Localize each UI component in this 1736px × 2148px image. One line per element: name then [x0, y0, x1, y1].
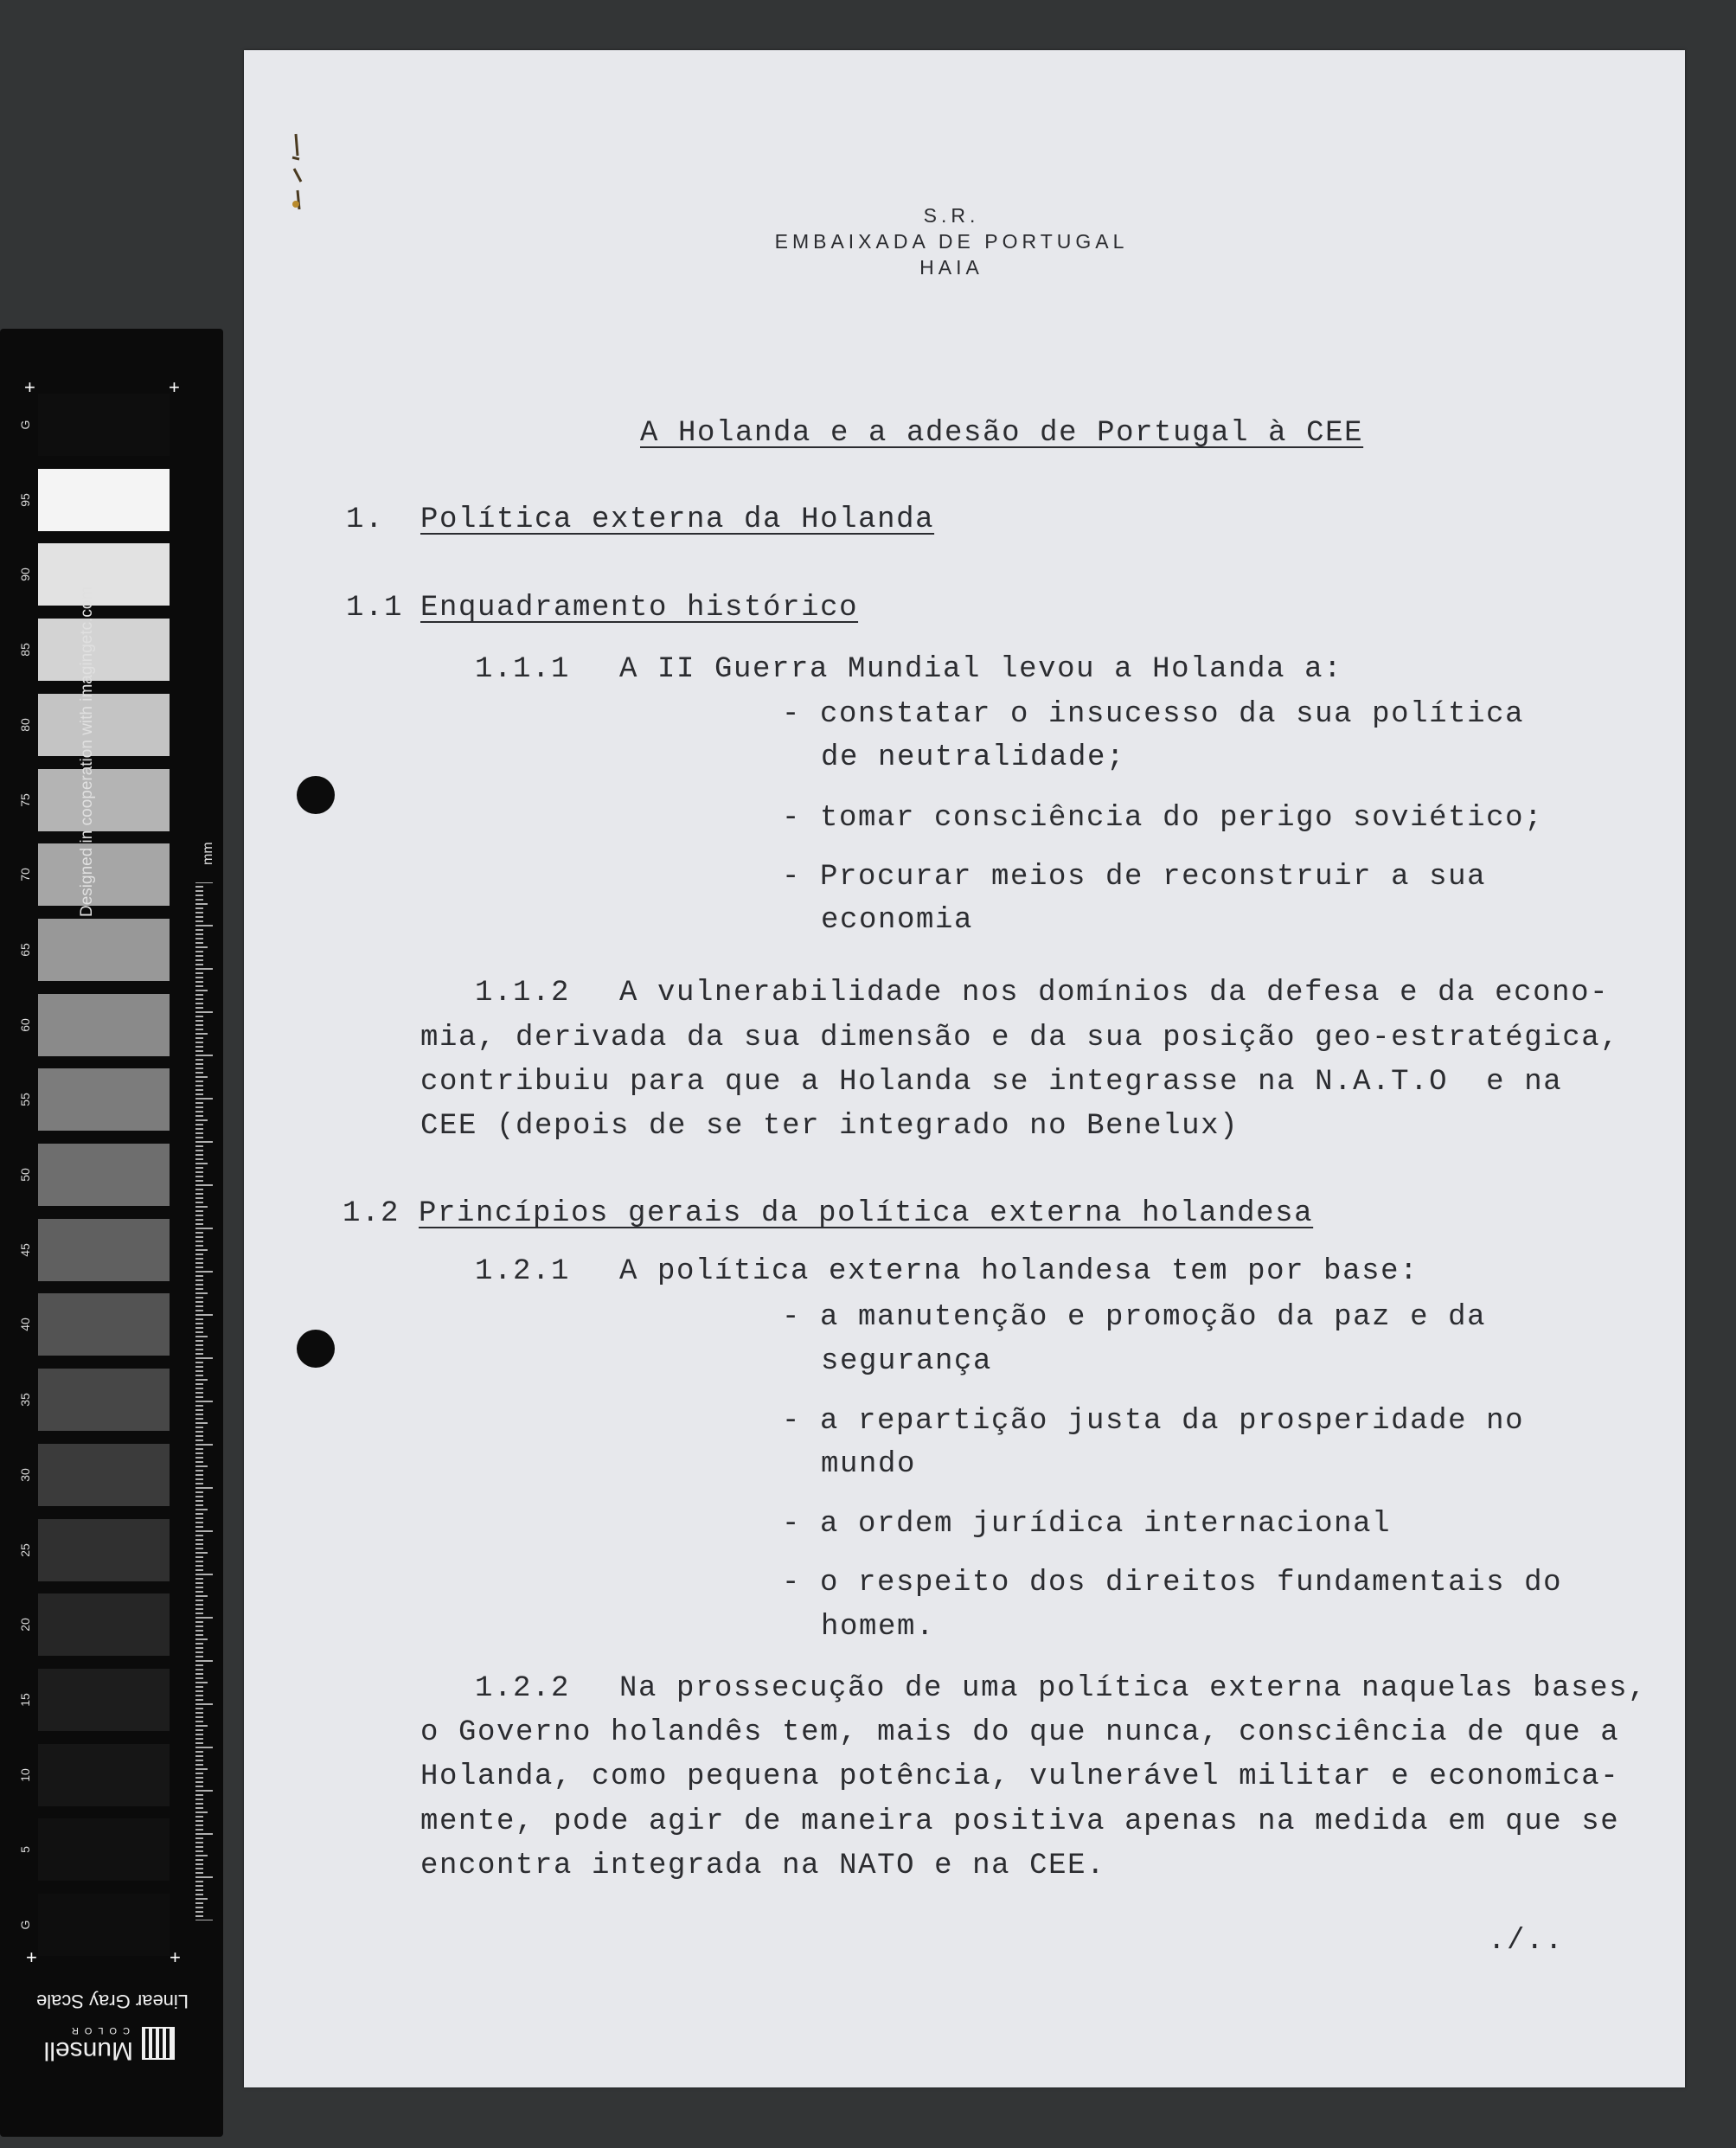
bullet-line: homem. — [821, 1611, 936, 1644]
paragraph-line: mente, pode agir de maneira positiva apenas na medida em que se — [420, 1805, 1620, 1838]
bullet-line: - Procurar meios de reconstruir a sua — [782, 861, 1487, 894]
pencil-mark-icon — [285, 130, 311, 216]
scale-number: 25 — [18, 1542, 32, 1557]
scale-number: 45 — [18, 1242, 32, 1257]
brand-name: Munsell — [43, 2036, 133, 2065]
paragraph-number: 1.2.2 — [475, 1672, 571, 1705]
scale-number: 35 — [18, 1393, 32, 1407]
paragraph-line: contribuiu para que a Holanda se integrasse na N.A.T.O e na — [420, 1066, 1563, 1099]
scale-number: 75 — [18, 792, 32, 807]
section-number: 1. — [346, 503, 385, 536]
paragraph-line: A política externa holandesa tem por base: — [619, 1255, 1419, 1288]
bullet-line: segurança — [821, 1345, 993, 1378]
section-number: 1.2 — [343, 1197, 400, 1230]
bullet-line: - tomar consciência do perigo soviético; — [782, 802, 1544, 835]
brand-sub: COLOR — [65, 2025, 130, 2036]
document-title: A Holanda e a adesão de Portugal à CEE — [640, 417, 1364, 450]
punch-hole — [297, 776, 335, 814]
gray-patch — [38, 469, 170, 531]
gray-patch — [38, 769, 170, 831]
paragraph-line: o Governo holandês tem, mais do que nunca, consciência de que a — [420, 1716, 1620, 1749]
section-title: Enquadramento histórico — [420, 592, 859, 625]
gray-scale-card — [0, 329, 223, 2137]
gray-patch — [38, 1669, 170, 1731]
gray-patch — [38, 1818, 170, 1881]
paragraph-line: encontra integrada na NATO e na CEE. — [420, 1850, 1106, 1882]
bullet-line: - a repartição justa da prosperidade no — [782, 1405, 1525, 1438]
scale-number: 80 — [18, 718, 32, 732]
paragraph-line: CEE (depois de se ter integrado no Benelux) — [420, 1110, 1240, 1143]
paragraph-line: A vulnerabilidade nos domínios da defesa e da econo- — [619, 977, 1610, 1010]
scale-number: G — [18, 420, 32, 430]
scale-number: 65 — [18, 943, 32, 957]
paragraph-number: 1.2.1 — [475, 1255, 571, 1288]
scale-number: 90 — [18, 567, 32, 582]
bullet-line: - a ordem jurídica internacional — [782, 1508, 1392, 1541]
scale-number: 85 — [18, 643, 32, 657]
gray-patch — [38, 1744, 170, 1806]
paragraph-number: 1.1.2 — [475, 977, 571, 1010]
punch-hole — [297, 1330, 335, 1368]
archive-annotation — [259, 114, 355, 125]
registration-mark: + — [24, 376, 35, 398]
gray-patch — [38, 1519, 170, 1581]
header-line-3: HAIA — [919, 256, 983, 279]
continuation-mark: ./.. — [1488, 1925, 1565, 1958]
scale-number: G — [18, 1920, 32, 1930]
registration-mark: + — [169, 376, 180, 398]
scale-number: 70 — [18, 868, 32, 882]
scale-number: 60 — [18, 1017, 32, 1032]
card-title: Linear Gray Scale — [35, 1991, 189, 2012]
gray-patch — [38, 1068, 170, 1131]
scale-number: 5 — [18, 1846, 32, 1854]
header-line-1: S.R. — [923, 204, 980, 227]
gray-patch — [38, 994, 170, 1056]
bullet-line: - a manutenção e promoção da paz e da — [782, 1301, 1487, 1334]
designed-credit: Designed in cooperation with imagingetc.com — [78, 586, 96, 917]
section-number: 1.1 — [346, 592, 404, 625]
gray-patch — [38, 543, 170, 606]
bullet-line: de neutralidade; — [821, 741, 1126, 774]
gray-patch — [38, 1444, 170, 1506]
scale-number: 15 — [18, 1693, 32, 1707]
header-line-2: EMBAIXADA DE PORTUGAL — [774, 230, 1129, 253]
gray-patch — [38, 1219, 170, 1281]
scale-number: 40 — [18, 1318, 32, 1332]
scale-number: 50 — [18, 1168, 32, 1182]
munsell-logo — [38, 2020, 185, 2068]
scale-number: 30 — [18, 1468, 32, 1482]
paragraph-number: 1.1.1 — [475, 653, 571, 686]
gray-patch — [38, 694, 170, 756]
gray-patch — [38, 394, 170, 456]
paragraph-line: A II Guerra Mundial levou a Holanda a: — [619, 653, 1343, 686]
bullet-line: - o respeito dos direitos fundamentais do — [782, 1567, 1563, 1600]
scale-number: 20 — [18, 1618, 32, 1632]
registration-mark: + — [170, 1946, 181, 1968]
scale-number: 10 — [18, 1767, 32, 1782]
section-title: Princípios gerais da política externa holandesa — [419, 1197, 1314, 1230]
gray-patch — [38, 1369, 170, 1431]
scale-number: 95 — [18, 492, 32, 507]
registration-mark: + — [26, 1946, 37, 1968]
munsell-icon — [142, 2027, 175, 2060]
paragraph-line: mia, derivada da sua dimensão e da sua posição geo-estratégica, — [420, 1022, 1620, 1055]
paragraph-line: Holanda, como pequena potência, vulnerável militar e economica- — [420, 1760, 1620, 1793]
paragraph-line: Na prossecução de uma política externa naquelas bases, — [619, 1672, 1648, 1705]
gray-patch — [38, 619, 170, 681]
gray-patch — [38, 1894, 170, 1956]
gray-patch — [38, 843, 170, 906]
bullet-line: economia — [821, 904, 974, 937]
mm-label: mm — [201, 842, 215, 865]
scale-number: 55 — [18, 1093, 32, 1107]
mm-ruler — [195, 882, 215, 1920]
gray-patch — [38, 919, 170, 981]
bullet-line: - constatar o insucesso da sua política — [782, 698, 1525, 731]
gray-patch — [38, 1144, 170, 1206]
gray-patch — [38, 1593, 170, 1656]
section-title: Política externa da Holanda — [420, 503, 935, 536]
gray-patch — [38, 1293, 170, 1356]
bullet-line: mundo — [821, 1448, 917, 1481]
